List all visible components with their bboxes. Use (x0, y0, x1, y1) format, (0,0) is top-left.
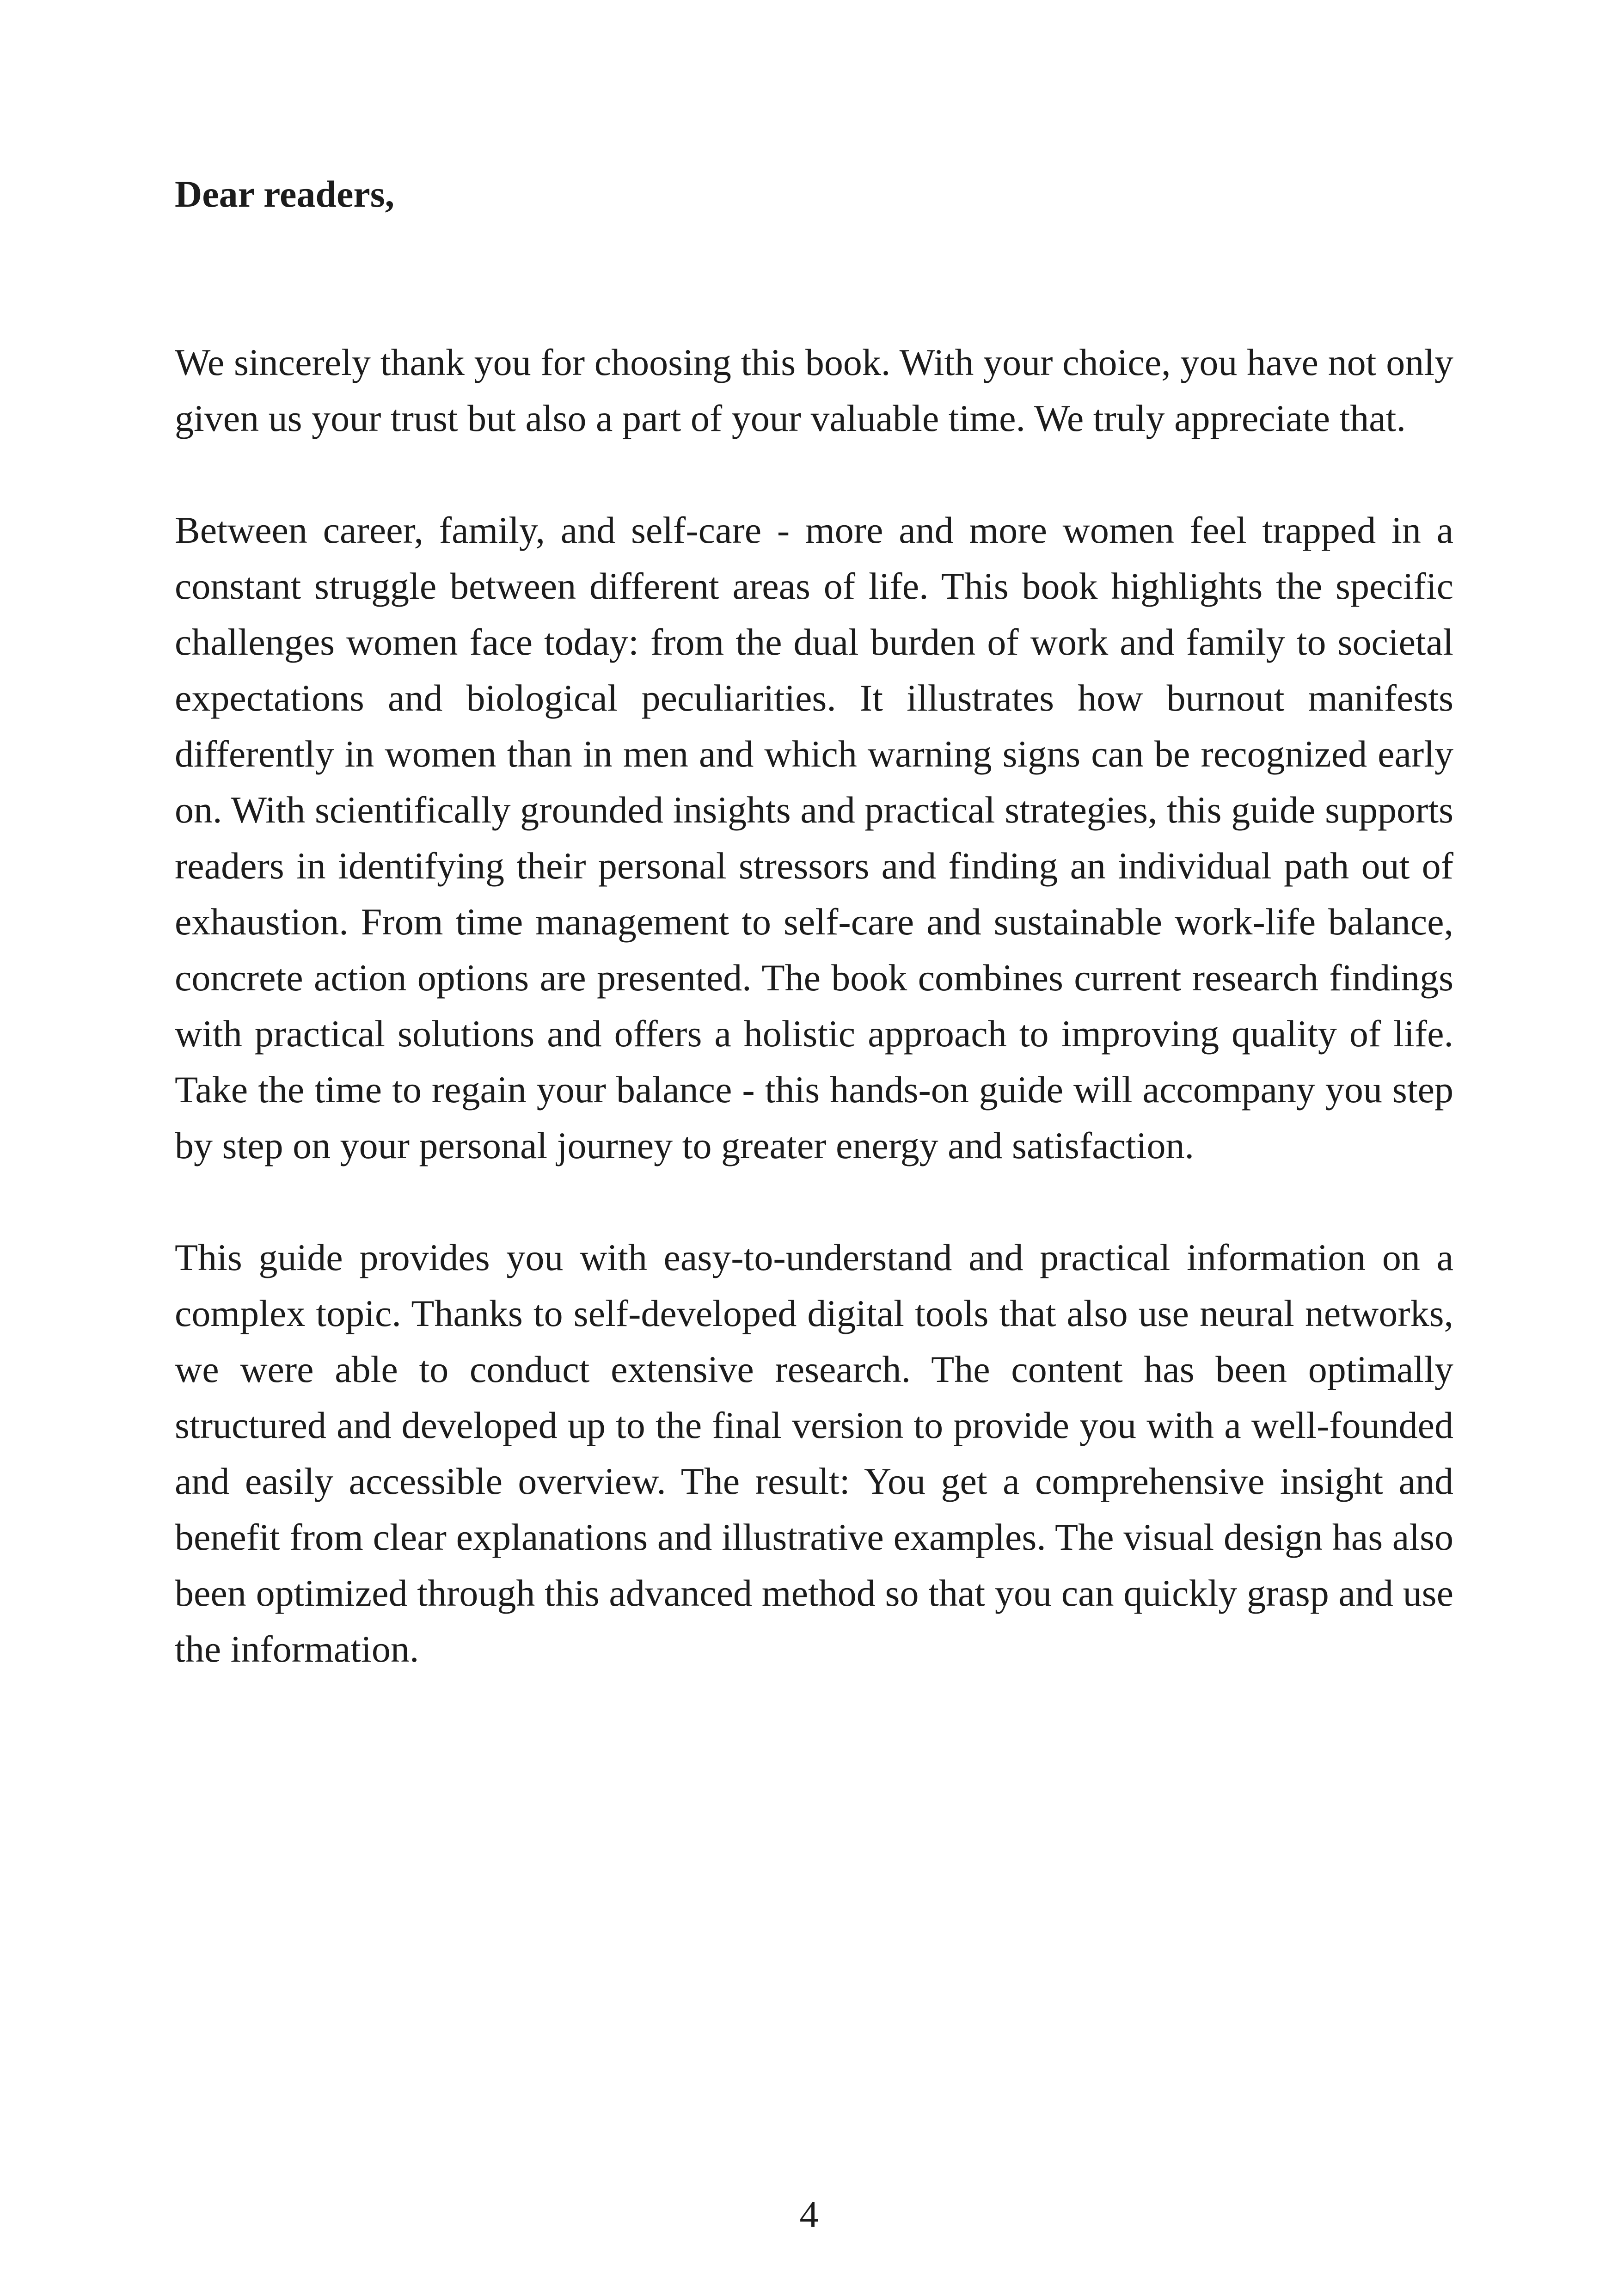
page-content (175, 166, 1453, 1733)
paragraph-book-summary: Between career, family, and self-care - more and more women feel trapped in a constant struggle between different areas of life. This book highlights the specific challenges women face today: from the dual burden of work and family to societal expectations and biological peculiarities. It illustrates how burnout manifests differently in women than in men and which warning signs can be recognized early on. With scientifically grounded insights and practical strategies, this guide supports readers in identifying their personal stressors and finding an individual path out of exhaustion. From time management to self-care and sustainable work-life balance, concrete action options are presented. The book combines current research findings with practical solutions and offers a holistic approach to improving quality of life. Take the time to regain your balance - this hands-on guide will accompany you step by step on your personal journey to greater energy and satisfaction. (175, 509, 1453, 1166)
salutation-heading: Dear readers, (175, 173, 395, 215)
paragraph-thanks: We sincerely thank you for choosing this book. With your choice, you have not only given us your trust but also a part of your valuable time. We truly appreciate that. (175, 341, 1453, 439)
page-number: 4 (799, 2193, 819, 2235)
paragraph-guide-method: This guide provides you with easy-to-understand and practical information on a complex topic. Thanks to self-developed digital tools that also use neural networks, we were able to conduct extensive research. The content has been optimally structured and developed up to the final version to provide you with a well-founded and easily accessible overview. The result: You get a comprehensive insight and benefit from clear explanations and illustrative examples. The visual design has also been optimized through this advanced method so that you can quickly grasp and use the information. (175, 1236, 1453, 1670)
